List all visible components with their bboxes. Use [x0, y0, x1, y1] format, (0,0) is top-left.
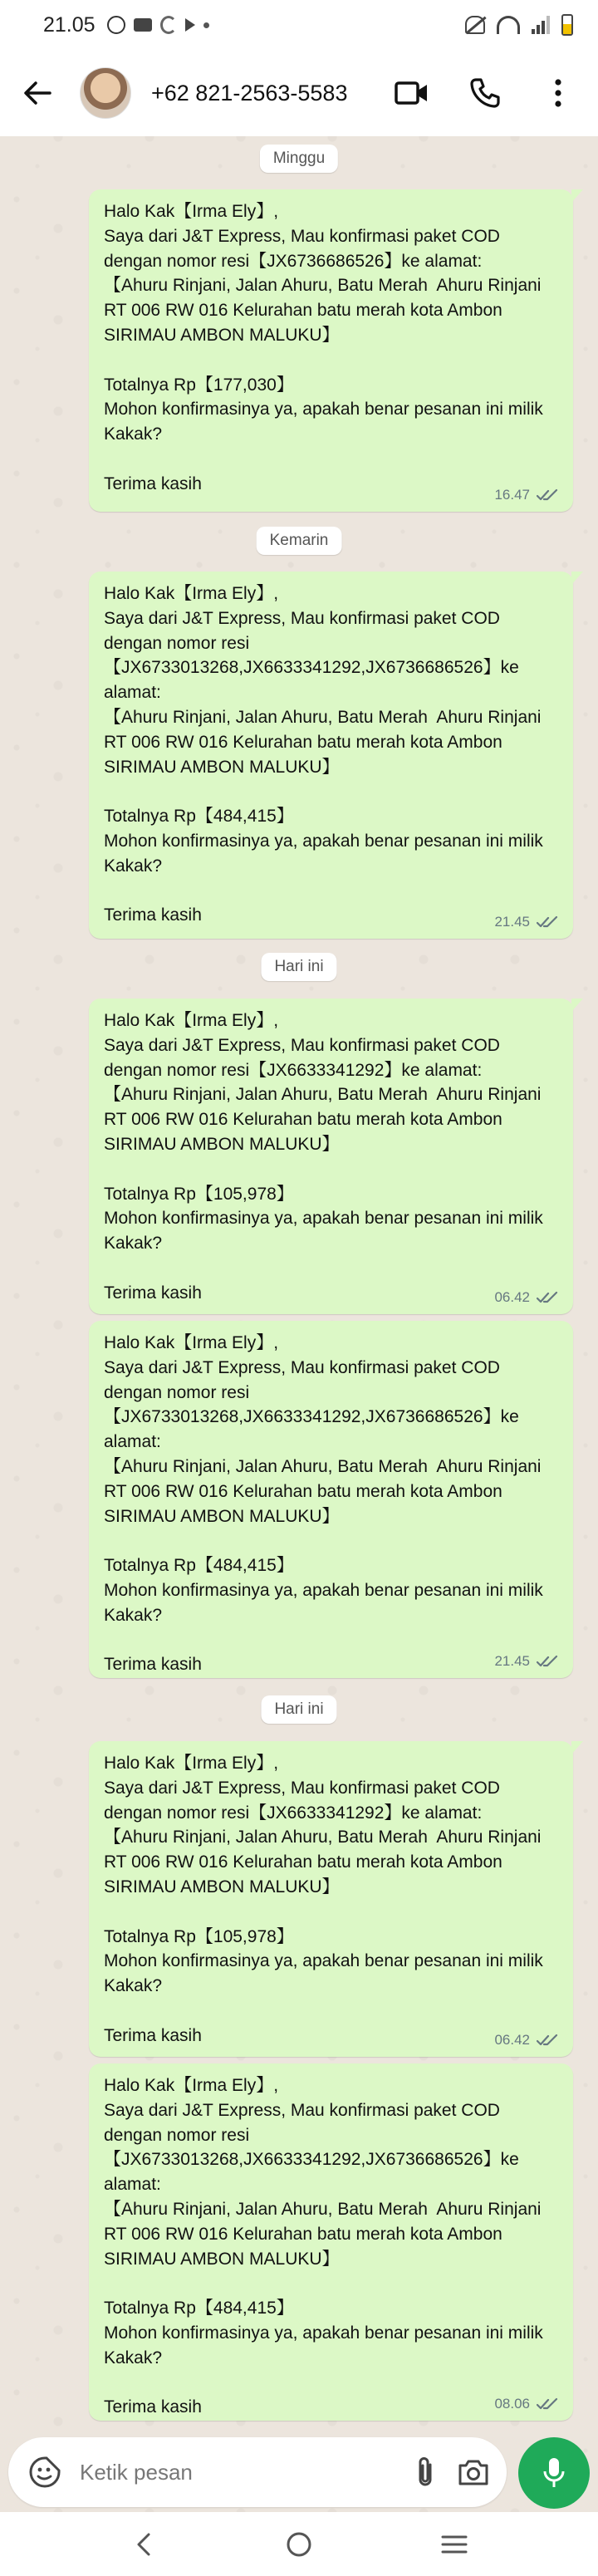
message-text: Halo Kak【Irma Ely】, Saya dari J&T Express, Mau konfirmasi paket COD dengan nomor resi【JX6633341292】ke alamat: 【Ahuru Rinjani, Jalan Ahuru, Batu Merah Ahuru Rinjani RT 006 RW 016 Kelurahan batu merah kota Ambon SIRIMAU AMBON MALUKU】 Totalnya Rp【105,978】 Mohon konfirmasinya ya, apakah benar pesanan ini milik Kakak? Terima kasih — [104, 1011, 543, 1303]
more-vert-icon — [554, 78, 562, 108]
message-input-container — [8, 2437, 507, 2507]
attach-button[interactable] — [407, 2454, 444, 2490]
double-tick-icon — [537, 1655, 560, 1668]
message-meta — [494, 1289, 560, 1306]
message-time: 16.47 — [494, 487, 530, 503]
nav-home-icon — [285, 2530, 313, 2559]
message-bubble[interactable] — [89, 2063, 573, 2421]
status-time: 21.05 — [43, 12, 96, 37]
mute-icon — [465, 16, 485, 34]
nav-recents-button[interactable] — [429, 2520, 479, 2569]
message-text: Halo Kak【Irma Ely】, Saya dari J&T Express, Mau konfirmasi paket COD dengan nomor resi【JX6733013268,JX6633341292,JX6736686526】ke alamat: 【Ahuru Rinjani, Jalan Ahuru, Batu Merah Ahuru Rinjani RT 006 RW 016 Kelurahan batu merah kota Ambon SIRIMAU AMBON MALUKU】 Totalnya Rp【484,415】 Mohon konfirmasinya ya, apakah benar pesanan ini milik Kakak? Terima kasih — [104, 2076, 543, 2417]
message-meta — [494, 2396, 560, 2412]
contact-name[interactable]: +62 821-2563-5583 — [151, 80, 348, 105]
message-bubble[interactable] — [89, 999, 573, 1314]
double-tick-icon — [537, 1291, 560, 1304]
message-bubble[interactable] — [89, 1321, 573, 1678]
message-text: Halo Kak【Irma Ely】, Saya dari J&T Express, Mau konfirmasi paket COD dengan nomor resi【JX6733013268,JX6633341292,JX6736686526】ke alamat: 【Ahuru Rinjani, Jalan Ahuru, Batu Merah Ahuru Rinjani RT 006 RW 016 Kelurahan batu merah kota Ambon SIRIMAU AMBON MALUKU】 Totalnya Rp【484,415】 Mohon konfirmasinya ya, apakah benar pesanan ini milik Kakak? Terima kasih — [104, 1333, 543, 1675]
message-meta — [494, 914, 560, 930]
video-call-button[interactable] — [394, 75, 430, 111]
message-bubble[interactable] — [89, 572, 573, 939]
camera-button[interactable] — [455, 2454, 492, 2490]
chat-header — [0, 50, 598, 136]
nav-back-button[interactable] — [119, 2520, 169, 2569]
mic-icon — [542, 2456, 566, 2490]
message-text: Halo Kak【Irma Ely】, Saya dari J&T Express, Mau konfirmasi paket COD dengan nomor resi【JX6736686526】ke alamat: 【Ahuru Rinjani, Jalan Ahuru, Batu Merah Ahuru Rinjani RT 006 RW 016 Kelurahan batu merah kota Ambon SIRIMAU AMBON MALUKU】 Totalnya Rp【177,030】 Mohon konfirmasinya ya, apakah benar pesanan ini milik Kakak? Terima kasih — [104, 202, 543, 493]
nav-home-button[interactable] — [274, 2520, 324, 2569]
video-call-icon — [395, 81, 429, 105]
voice-message-button[interactable] — [518, 2437, 590, 2509]
flag-notification-icon — [185, 18, 195, 32]
system-navigation-bar — [0, 2512, 598, 2576]
message-text: Halo Kak【Irma Ely】, Saya dari J&T Express, Mau konfirmasi paket COD dengan nomor resi【JX6733013268,JX6633341292,JX6736686526】ke alamat: 【Ahuru Rinjani, Jalan Ahuru, Batu Merah Ahuru Rinjani RT 006 RW 016 Kelurahan batu merah kota Ambon SIRIMAU AMBON MALUKU】 Totalnya Rp【484,415】 Mohon konfirmasinya ya, apakah benar pesanan ini milik Kakak? Terima kasih — [104, 584, 543, 925]
back-arrow-icon — [23, 81, 51, 105]
message-time: 06.42 — [494, 1289, 530, 1305]
message-list[interactable] — [0, 136, 598, 2429]
nav-recents-icon — [440, 2534, 468, 2555]
date-chip: Minggu — [260, 145, 338, 173]
attach-icon — [415, 2455, 435, 2490]
nav-back-icon — [135, 2532, 153, 2557]
double-tick-icon — [537, 915, 560, 929]
app-notification-icon — [134, 18, 152, 32]
voice-call-button[interactable] — [467, 75, 503, 111]
message-meta — [494, 2032, 560, 2049]
message-time: 21.45 — [494, 914, 530, 930]
date-chip: Kemarin — [257, 527, 342, 555]
system-icons — [465, 14, 573, 36]
status-bar — [0, 0, 598, 50]
back-button[interactable] — [17, 72, 58, 114]
date-chip: Hari ini — [261, 953, 336, 981]
message-bubble[interactable] — [89, 1741, 573, 2057]
message-time: 08.06 — [494, 2396, 530, 2412]
battery-icon — [561, 14, 573, 36]
voice-call-icon — [469, 77, 501, 109]
double-tick-icon — [537, 2397, 560, 2411]
double-tick-icon — [537, 488, 560, 502]
more-options-button[interactable] — [540, 75, 576, 111]
avatar[interactable] — [80, 67, 131, 119]
message-bubble[interactable] — [89, 189, 573, 512]
wifi-icon — [497, 16, 520, 34]
sticker-button[interactable] — [27, 2454, 63, 2490]
message-text: Halo Kak【Irma Ely】, Saya dari J&T Express, Mau konfirmasi paket COD dengan nomor resi【JX6633341292】ke alamat: 【Ahuru Rinjani, Jalan Ahuru, Batu Merah Ahuru Rinjani RT 006 RW 016 Kelurahan batu merah kota Ambon SIRIMAU AMBON MALUKU】 Totalnya Rp【105,978】 Mohon konfirmasinya ya, apakah benar pesanan ini milik Kakak? Terima kasih — [104, 1754, 543, 2045]
message-time: 21.45 — [494, 1653, 530, 1669]
notification-icons — [107, 16, 209, 34]
whatsapp-notification-icon — [107, 16, 125, 34]
message-composer — [0, 2432, 598, 2512]
message-meta — [494, 487, 560, 503]
camera-icon — [457, 2458, 490, 2486]
more-notifications-dot-icon — [203, 22, 209, 28]
message-time: 06.42 — [494, 2032, 530, 2048]
message-input[interactable] — [80, 2460, 395, 2485]
sticker-icon — [28, 2456, 61, 2489]
message-meta — [494, 1653, 560, 1670]
tiktok-notification-icon — [160, 16, 177, 34]
date-chip: Hari ini — [261, 1695, 336, 1724]
signal-icon — [532, 16, 550, 34]
double-tick-icon — [537, 2034, 560, 2047]
